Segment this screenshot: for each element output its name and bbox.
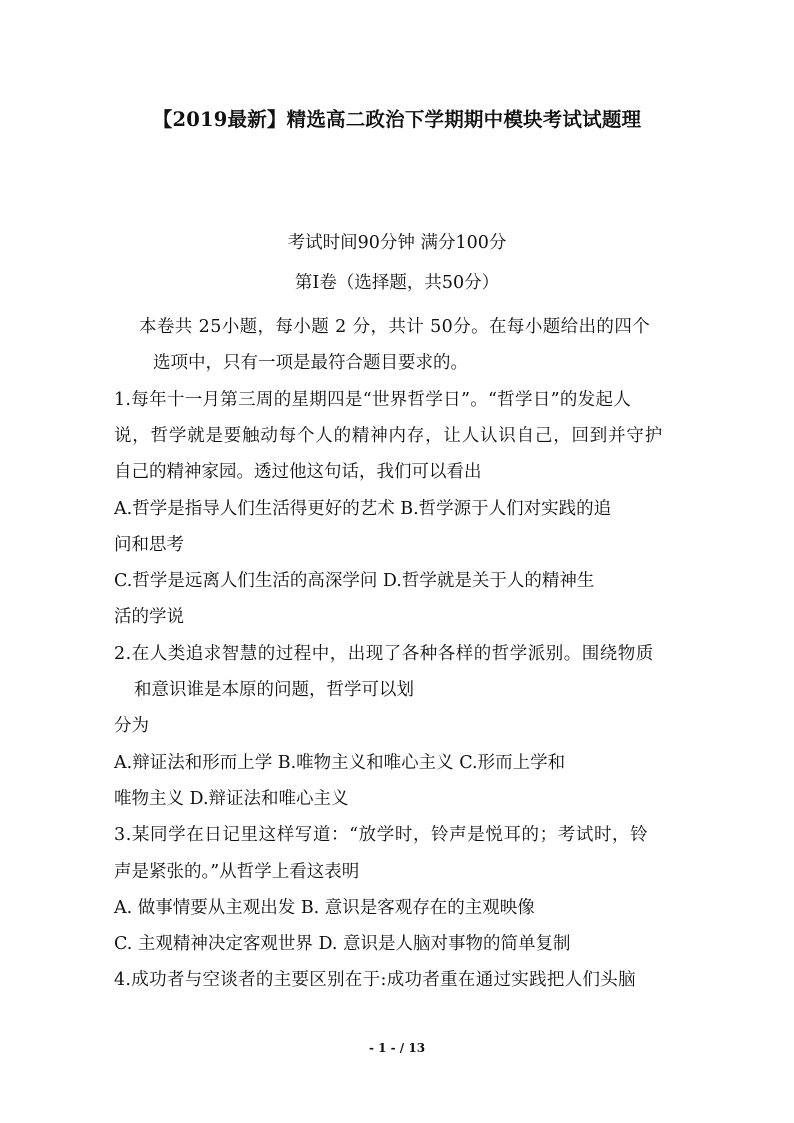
question-line: 分为 (114, 716, 149, 736)
option-line: A. 做事情要从主观出发 B. 意识是客观存在的主观映像 (114, 898, 535, 918)
option-line: 唯物主义 D.辩证法和唯心主义 (114, 789, 349, 809)
option-line: 问和思考 (114, 535, 184, 555)
option-line: A.哲学是指导人们生活得更好的艺术 B.哲学源于人们对实践的追 (114, 499, 612, 519)
instructions-line: 选项中，只有一项是最符合题目要求的。 (153, 353, 468, 373)
option-line: 活的学说 (114, 607, 184, 627)
question-line: 1.每年十一月第三周的星期四是“世界哲学日”。“哲学日”的发起人 (114, 390, 632, 410)
question-line: 4.成功者与空谈者的主要区别在于:成功者重在通过实践把人们头脑 (114, 970, 636, 990)
option-line: A.辩证法和形而上学 B.唯物主义和唯心主义 C.形而上学和 (114, 753, 566, 773)
option-line: C. 主观精神决定客观世界 D. 意识是人脑对事物的简单复制 (114, 934, 571, 954)
question-line: 说，哲学就是要触动每个人的精神内存，让人认识自己，回到并守护 (114, 426, 663, 446)
question-line: 2.在人类追求智慧的过程中，出现了各种各样的哲学派别。围绕物质 (114, 644, 654, 664)
document-title: 【2019最新】精选高二政治下学期期中模块考试试题理 (152, 108, 642, 131)
instructions-line: 本卷共 25小题，每小题 2 分，共计 50分。在每小题给出的四个 (139, 317, 651, 337)
question-line: 声是紧张的。”从哲学上看这表明 (114, 862, 360, 882)
page-number: - 1 - / 13 (368, 1041, 426, 1055)
question-line: 和意识谁是本原的问题，哲学可以划 (134, 680, 414, 700)
exam-info: 考试时间90分钟 满分100分 (287, 233, 507, 253)
section-heading: 第Ⅰ卷（选择题，共50分） (294, 273, 500, 293)
question-line: 3.某同学在日记里这样写道：“放学时，铃声是悦耳的；考试时，铃 (114, 825, 649, 845)
option-line: C.哲学是远离人们生活的高深学问 D.哲学就是关于人的精神生 (114, 571, 595, 591)
question-line: 自己的精神家园。透过他这句话，我们可以看出 (114, 462, 482, 482)
